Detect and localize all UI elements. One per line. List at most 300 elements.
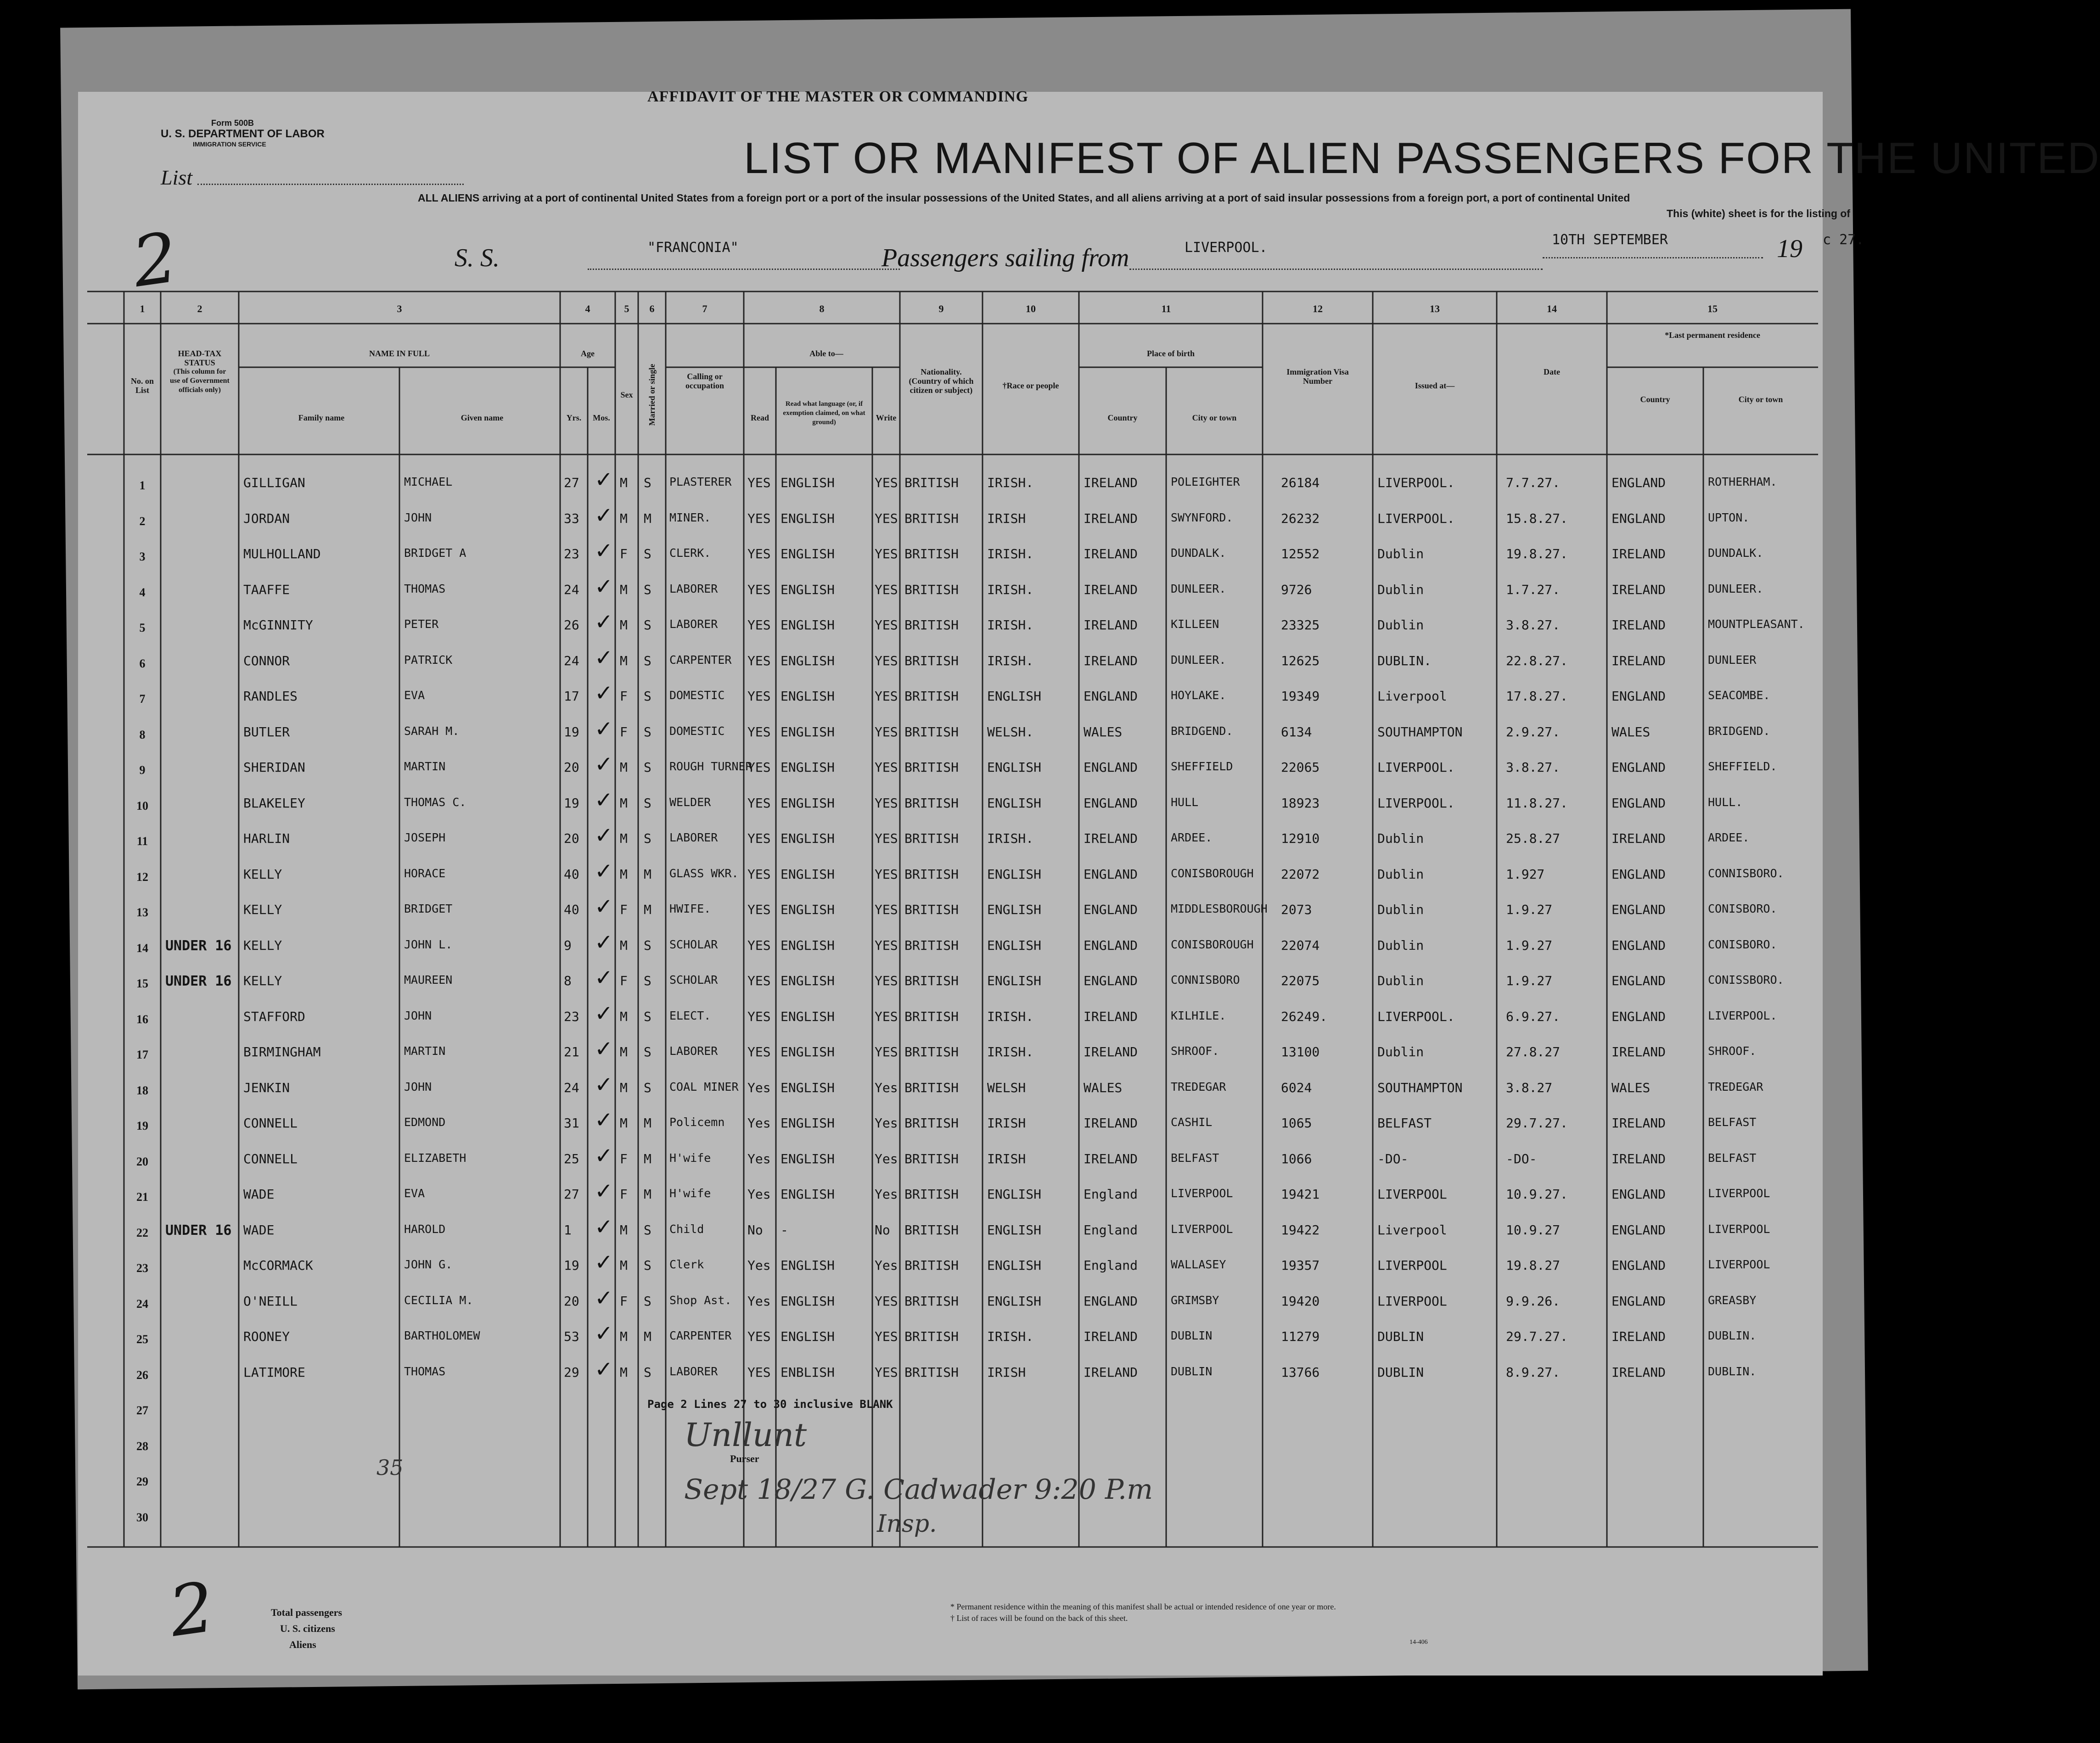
- read-language: ENGLISH: [780, 546, 835, 561]
- ship-name: "FRANCONIA": [647, 240, 739, 256]
- can-write: YES: [875, 689, 898, 704]
- marital-status: S: [644, 1044, 651, 1059]
- sex: M: [620, 617, 628, 633]
- birth-city: LIVERPOOL: [1171, 1187, 1233, 1200]
- marital-status: S: [644, 475, 651, 490]
- checkmark-icon: ✓: [595, 716, 613, 742]
- race: ENGLISH: [987, 937, 1042, 953]
- nationality: BRITISH: [904, 1151, 959, 1166]
- given-name: JOHN L.: [404, 937, 453, 951]
- age-years: 19: [564, 724, 579, 740]
- occupation: HWIFE.: [669, 902, 711, 915]
- service: IMMIGRATION SERVICE: [193, 140, 266, 148]
- header-calling: Calling or occupation: [685, 372, 724, 390]
- checkmark-icon: ✓: [595, 609, 613, 635]
- birth-country: IRELAND: [1084, 582, 1138, 597]
- issued-at: DUBLIN.: [1377, 653, 1432, 668]
- given-name: MARTIN: [404, 760, 446, 773]
- visa-number: 12552: [1281, 546, 1320, 561]
- given-name: BRIDGET A: [404, 546, 466, 560]
- nationality: BRITISH: [904, 1009, 959, 1024]
- birth-city: KILLEEN: [1171, 617, 1219, 631]
- race: IRISH.: [987, 653, 1034, 668]
- read-language: ENGLISH: [780, 724, 835, 740]
- residence-city: ROTHERHAM.: [1708, 475, 1777, 488]
- year-suffix: c 27.: [1823, 232, 1864, 248]
- col-number: 1: [140, 303, 145, 314]
- family-name: CONNELL: [243, 1151, 298, 1166]
- checkmark-icon: ✓: [595, 502, 613, 528]
- given-name: EVA: [404, 1187, 425, 1200]
- sex: F: [620, 1293, 628, 1309]
- marital-status: S: [644, 760, 651, 775]
- residence-country: ENGLAND: [1611, 1293, 1666, 1309]
- header-married: Married or single: [647, 364, 657, 426]
- col-number: 3: [397, 303, 402, 314]
- issued-at: Liverpool: [1377, 1222, 1447, 1238]
- family-name: KELLY: [243, 937, 282, 953]
- age-years: 23: [564, 546, 579, 561]
- read-language: ENGLISH: [780, 760, 835, 775]
- issued-at: BELFAST: [1377, 1115, 1432, 1131]
- sailing-port: LIVERPOOL.: [1185, 240, 1268, 256]
- header-res-city: City or town: [1738, 395, 1783, 404]
- sex: M: [620, 1080, 628, 1095]
- given-name: ELIZABETH: [404, 1151, 466, 1165]
- birth-country: IRELAND: [1084, 1364, 1138, 1380]
- marital-status: S: [644, 1009, 651, 1024]
- visa-number: 1066: [1281, 1151, 1312, 1166]
- table-grid: [78, 92, 1823, 1676]
- race: IRISH.: [987, 1329, 1034, 1344]
- family-name: CONNOR: [243, 653, 290, 668]
- residence-city: CONNISBORO.: [1708, 866, 1784, 880]
- age-years: 17: [564, 689, 579, 704]
- family-name: BIRMINGHAM: [243, 1044, 321, 1059]
- birth-city: CONISBOROUGH: [1171, 866, 1254, 880]
- read-language: ENGLISH: [780, 689, 835, 704]
- form-code: 14-406: [1409, 1639, 1428, 1646]
- race: ENGLISH: [987, 1187, 1042, 1202]
- residence-country: WALES: [1611, 1080, 1651, 1095]
- visa-date: 19.8.27.: [1506, 546, 1568, 561]
- nationality: BRITISH: [904, 582, 959, 597]
- visa-number: 19357: [1281, 1258, 1320, 1273]
- sex: M: [620, 510, 628, 526]
- visa-date: 7.7.27.: [1506, 475, 1561, 490]
- header-place-of-birth: Place of birth: [1147, 349, 1195, 358]
- can-read: Yes: [747, 1151, 771, 1166]
- can-read: YES: [747, 1364, 771, 1380]
- family-name: McGINNITY: [243, 617, 313, 633]
- residence-city: SHEFFIELD.: [1708, 760, 1777, 773]
- marital-status: S: [644, 937, 651, 953]
- family-name: KELLY: [243, 902, 282, 917]
- header-issued-at: Issued at—: [1415, 381, 1455, 390]
- visa-number: 26249.: [1281, 1009, 1328, 1024]
- age-years: 40: [564, 902, 579, 917]
- birth-city: DUNDALK.: [1171, 546, 1226, 560]
- residence-country: IRELAND: [1611, 1115, 1666, 1131]
- birth-city: POLEIGHTER: [1171, 475, 1240, 488]
- birth-city: DUNLEER.: [1171, 653, 1226, 667]
- race: IRISH.: [987, 617, 1034, 633]
- birth-city: DUBLIN: [1171, 1364, 1213, 1378]
- col-number: 4: [585, 303, 590, 314]
- visa-number: 11279: [1281, 1329, 1320, 1344]
- header-res-country: Country: [1640, 395, 1670, 404]
- marital-status: S: [644, 795, 651, 811]
- checkmark-icon: ✓: [595, 538, 613, 564]
- header-last-residence: *Last permanent residence: [1665, 331, 1760, 340]
- nationality: BRITISH: [904, 475, 959, 490]
- checkmark-icon: ✓: [595, 645, 613, 671]
- occupation: H'wife: [669, 1151, 711, 1165]
- side-number: 35: [376, 1455, 404, 1480]
- col-number: 9: [938, 303, 944, 314]
- read-language: ENGLISH: [780, 973, 835, 988]
- issued-at: -DO-: [1377, 1151, 1409, 1166]
- residence-city: ARDEE.: [1708, 831, 1750, 844]
- birth-country: IRELAND: [1084, 1329, 1138, 1344]
- race: IRISH.: [987, 831, 1034, 846]
- residence-country: ENGLAND: [1611, 795, 1666, 811]
- family-name: MULHOLLAND: [243, 546, 321, 561]
- nationality: BRITISH: [904, 1258, 959, 1273]
- footnote-races: † List of races will be found on the back of this sheet.: [950, 1614, 1128, 1623]
- age-years: 24: [564, 582, 579, 597]
- can-read: YES: [747, 475, 771, 490]
- residence-country: ENGLAND: [1611, 1222, 1666, 1238]
- race: ENGLISH: [987, 1258, 1042, 1273]
- visa-number: 2073: [1281, 902, 1312, 917]
- row-number: 9: [139, 763, 146, 777]
- marital-status: S: [644, 689, 651, 704]
- subtitle: ALL ALIENS arriving at a port of continental United States from a foreign port or a port of the insular possessions of the United States, and all aliens arriving at a port of said insular possessions from a foreign port, a port of continental United: [418, 192, 1630, 204]
- row-number: 6: [139, 656, 146, 670]
- family-name: ROONEY: [243, 1329, 290, 1344]
- race: ENGLISH: [987, 689, 1042, 704]
- manifest-sheet: [78, 88, 2100, 1676]
- can-write: YES: [875, 866, 898, 882]
- residence-country: ENGLAND: [1611, 866, 1666, 882]
- occupation: SCHOLAR: [669, 937, 718, 951]
- visa-date: 1.9.27: [1506, 973, 1553, 988]
- row-number: 19: [136, 1119, 148, 1132]
- birth-country: England: [1084, 1222, 1138, 1238]
- header-age: Age: [581, 349, 595, 358]
- birth-city: WALLASEY: [1171, 1258, 1226, 1271]
- residence-city: GREASBY: [1708, 1293, 1757, 1307]
- race: WELSH: [987, 1080, 1026, 1095]
- nationality: BRITISH: [904, 510, 959, 526]
- visa-number: 1065: [1281, 1115, 1312, 1131]
- header-sex: Sex: [620, 390, 633, 399]
- given-name: HAROLD: [404, 1222, 446, 1236]
- sex: F: [620, 902, 628, 917]
- header-head-tax-note: (This column for use of Government officials only): [170, 368, 230, 394]
- row-number: 13: [136, 906, 148, 919]
- row-number: 3: [139, 550, 146, 563]
- nationality: BRITISH: [904, 866, 959, 882]
- residence-country: ENGLAND: [1611, 973, 1666, 988]
- marital-status: M: [644, 902, 651, 917]
- read-language: ENGLISH: [780, 1044, 835, 1059]
- list-label: List: [161, 166, 193, 189]
- nationality: BRITISH: [904, 1329, 959, 1344]
- occupation: GLASS WKR.: [669, 866, 739, 880]
- given-name: CECILIA M.: [404, 1293, 473, 1307]
- sex: F: [620, 724, 628, 740]
- visa-date: 1.9.27: [1506, 902, 1553, 917]
- can-write: YES: [875, 724, 898, 740]
- row-number: 8: [139, 728, 146, 741]
- age-years: 40: [564, 866, 579, 882]
- read-language: ENBLISH: [780, 1364, 835, 1380]
- total-passengers-label: Total passengers: [271, 1607, 343, 1618]
- family-name: KELLY: [243, 973, 282, 988]
- header-family-name: Family name: [298, 413, 345, 422]
- sex: M: [620, 1329, 628, 1344]
- visa-number: 12910: [1281, 831, 1320, 846]
- occupation: Shop Ast.: [669, 1293, 732, 1307]
- col-number: 13: [1430, 303, 1440, 314]
- nationality: BRITISH: [904, 1080, 959, 1095]
- col-number: 8: [819, 303, 825, 314]
- visa-number: 22065: [1281, 760, 1320, 775]
- read-language: ENGLISH: [780, 1115, 835, 1131]
- sex: F: [620, 546, 628, 561]
- age-years: 24: [564, 653, 579, 668]
- checkmark-icon: ✓: [595, 787, 613, 813]
- row-number: 23: [136, 1261, 148, 1275]
- blank-lines-note: Page 2 Lines 27 to 30 inclusive BLANK: [647, 1398, 893, 1411]
- can-write: YES: [875, 831, 898, 846]
- can-write: YES: [875, 902, 898, 917]
- residence-city: UPTON.: [1708, 510, 1750, 524]
- issued-at: Liverpool: [1377, 689, 1447, 704]
- birth-country: IRELAND: [1084, 1009, 1138, 1024]
- year-prefix: 19: [1777, 235, 1802, 263]
- visa-date: 27.8.27: [1506, 1044, 1561, 1059]
- birth-city: BRIDGEND.: [1171, 724, 1233, 738]
- inspector-note: Sept 18/27 G. Cadwader 9:20 P.m: [684, 1474, 1153, 1506]
- sailing-label: Passengers sailing from: [882, 244, 1129, 272]
- visa-number: 19420: [1281, 1293, 1320, 1309]
- residence-city: DUBLIN.: [1708, 1364, 1757, 1378]
- race: ENGLISH: [987, 760, 1042, 775]
- birth-country: IRELAND: [1084, 617, 1138, 633]
- can-write: YES: [875, 1009, 898, 1024]
- can-read: Yes: [747, 1187, 771, 1202]
- race: ENGLISH: [987, 973, 1042, 988]
- header-birth-city: City or town: [1192, 413, 1237, 422]
- age-years: 19: [564, 795, 579, 811]
- visa-date: -DO-: [1506, 1151, 1537, 1166]
- can-read: YES: [747, 973, 771, 988]
- row-number: 22: [136, 1226, 148, 1239]
- sex: M: [620, 475, 628, 490]
- can-read: YES: [747, 653, 771, 668]
- race: IRISH.: [987, 1044, 1034, 1059]
- issued-at: Dublin: [1377, 831, 1424, 846]
- birth-city: HOYLAKE.: [1171, 689, 1226, 702]
- marital-status: M: [644, 1329, 651, 1344]
- residence-city: DUBLIN.: [1708, 1329, 1757, 1342]
- col-number: 15: [1707, 303, 1718, 314]
- nationality: BRITISH: [904, 1293, 959, 1309]
- nationality: BRITISH: [904, 1187, 959, 1202]
- residence-country: IRELAND: [1611, 582, 1666, 597]
- family-name: TAAFFE: [243, 582, 290, 597]
- age-years: 25: [564, 1151, 579, 1166]
- residence-country: ENGLAND: [1611, 475, 1666, 490]
- occupation: CLERK.: [669, 546, 711, 560]
- row-number: 10: [136, 799, 148, 813]
- nationality: BRITISH: [904, 902, 959, 917]
- checkmark-icon: ✓: [595, 680, 613, 706]
- us-citizens-label: U. S. citizens: [280, 1623, 335, 1634]
- read-language: ENGLISH: [780, 1187, 835, 1202]
- read-language: ENGLISH: [780, 795, 835, 811]
- issued-at: LIVERPOOL.: [1377, 760, 1455, 775]
- given-name: BARTHOLOMEW: [404, 1329, 480, 1342]
- nationality: BRITISH: [904, 973, 959, 988]
- aliens-label: Aliens: [289, 1639, 316, 1650]
- birth-city: SHROOF.: [1171, 1044, 1219, 1058]
- age-years: 29: [564, 1364, 579, 1380]
- occupation: LABORER: [669, 831, 718, 844]
- row-number: 7: [139, 692, 146, 706]
- occupation: WELDER: [669, 795, 711, 809]
- race: WELSH.: [987, 724, 1034, 740]
- head-tax-status: UNDER 16: [165, 937, 232, 954]
- visa-number: 23325: [1281, 617, 1320, 633]
- col-number: 6: [649, 303, 655, 314]
- given-name: JOHN: [404, 1080, 432, 1093]
- birth-country: IRELAND: [1084, 1151, 1138, 1166]
- visa-date: 22.8.27.: [1506, 653, 1568, 668]
- purser-label: Purser: [730, 1453, 759, 1464]
- sex: M: [620, 1115, 628, 1131]
- head-tax-status: UNDER 16: [165, 973, 232, 989]
- sex: M: [620, 1364, 628, 1380]
- residence-city: DUNDALK.: [1708, 546, 1763, 560]
- race: ENGLISH: [987, 866, 1042, 882]
- issued-at: LIVERPOOL: [1377, 1258, 1447, 1273]
- residence-city: HULL.: [1708, 795, 1743, 809]
- race: IRISH: [987, 510, 1026, 526]
- form-number: Form 500B: [211, 118, 254, 128]
- can-write: YES: [875, 582, 898, 597]
- checkmark-icon: ✓: [595, 1000, 613, 1026]
- issued-at: SOUTHAMPTON: [1377, 724, 1463, 740]
- nationality: BRITISH: [904, 760, 959, 775]
- given-name: MARTIN: [404, 1044, 446, 1058]
- visa-date: 29.7.27.: [1506, 1115, 1568, 1131]
- race: ENGLISH: [987, 795, 1042, 811]
- residence-city: CONISBORO.: [1708, 902, 1777, 915]
- read-language: ENGLISH: [780, 1258, 835, 1273]
- visa-number: 13766: [1281, 1364, 1320, 1380]
- visa-date: 10.9.27.: [1506, 1187, 1568, 1202]
- occupation: ROUGH TURNER: [669, 760, 752, 773]
- age-years: 20: [564, 760, 579, 775]
- can-read: YES: [747, 902, 771, 917]
- age-years: 27: [564, 475, 579, 490]
- visa-date: 10.9.27: [1506, 1222, 1561, 1238]
- nationality: BRITISH: [904, 546, 959, 561]
- checkmark-icon: ✓: [595, 894, 613, 919]
- can-read: YES: [747, 760, 771, 775]
- row-number: 24: [136, 1297, 148, 1311]
- occupation: Child: [669, 1222, 704, 1236]
- footnote-residence: * Permanent residence within the meaning of this manifest shall be actual or intended residence of one year or more.: [950, 1602, 1336, 1611]
- can-read: Yes: [747, 1115, 771, 1131]
- checkmark-icon: ✓: [595, 751, 613, 777]
- can-write: YES: [875, 1329, 898, 1344]
- visa-date: 3.8.27: [1506, 1080, 1553, 1095]
- can-write: YES: [875, 475, 898, 490]
- birth-city: HULL: [1171, 795, 1199, 809]
- header-name-in-full: NAME IN FULL: [369, 349, 430, 358]
- visa-date: 8.9.27.: [1506, 1364, 1561, 1380]
- issued-at: LIVERPOOL.: [1377, 1009, 1455, 1024]
- can-write: YES: [875, 937, 898, 953]
- occupation: Clerk: [669, 1258, 704, 1271]
- given-name: JOHN: [404, 1009, 432, 1022]
- visa-date: 6.9.27.: [1506, 1009, 1561, 1024]
- col-number: 12: [1313, 303, 1323, 314]
- occupation: CARPENTER: [669, 653, 732, 667]
- given-name: JOHN: [404, 510, 432, 524]
- row-number: 4: [139, 585, 146, 599]
- nationality: BRITISH: [904, 1222, 959, 1238]
- birth-city: MIDDLESBOROUGH: [1171, 902, 1268, 915]
- visa-number: 26184: [1281, 475, 1320, 490]
- col-number: 11: [1161, 303, 1171, 314]
- marital-status: S: [644, 617, 651, 633]
- age-years: 21: [564, 1044, 579, 1059]
- family-name: O'NEILL: [243, 1293, 298, 1309]
- residence-city: BRIDGEND.: [1708, 724, 1770, 738]
- checkmark-icon: ✓: [595, 1285, 613, 1311]
- subtitle-continued: This (white) sheet is for the listing of: [1667, 207, 1850, 219]
- occupation: COAL MINER: [669, 1080, 739, 1093]
- issued-at: Dublin: [1377, 546, 1424, 561]
- marital-status: S: [644, 582, 651, 597]
- purser-signature: Unllunt: [684, 1416, 807, 1454]
- residence-country: IRELAND: [1611, 1044, 1666, 1059]
- visa-date: 3.8.27.: [1506, 617, 1561, 633]
- marital-status: S: [644, 1293, 651, 1309]
- race: ENGLISH: [987, 1222, 1042, 1238]
- read-language: ENGLISH: [780, 1151, 835, 1166]
- read-language: ENGLISH: [780, 937, 835, 953]
- row-number: 18: [136, 1083, 148, 1097]
- visa-number: 6024: [1281, 1080, 1312, 1095]
- col-number: 14: [1547, 303, 1557, 314]
- age-years: 31: [564, 1115, 579, 1131]
- occupation: ELECT.: [669, 1009, 711, 1022]
- marital-status: S: [644, 1364, 651, 1380]
- family-name: HARLIN: [243, 831, 290, 846]
- sex: M: [620, 937, 628, 953]
- residence-city: CONISSBORO.: [1708, 973, 1784, 986]
- age-years: 20: [564, 1293, 579, 1309]
- row-number: 5: [139, 621, 146, 634]
- race: IRISH.: [987, 546, 1034, 561]
